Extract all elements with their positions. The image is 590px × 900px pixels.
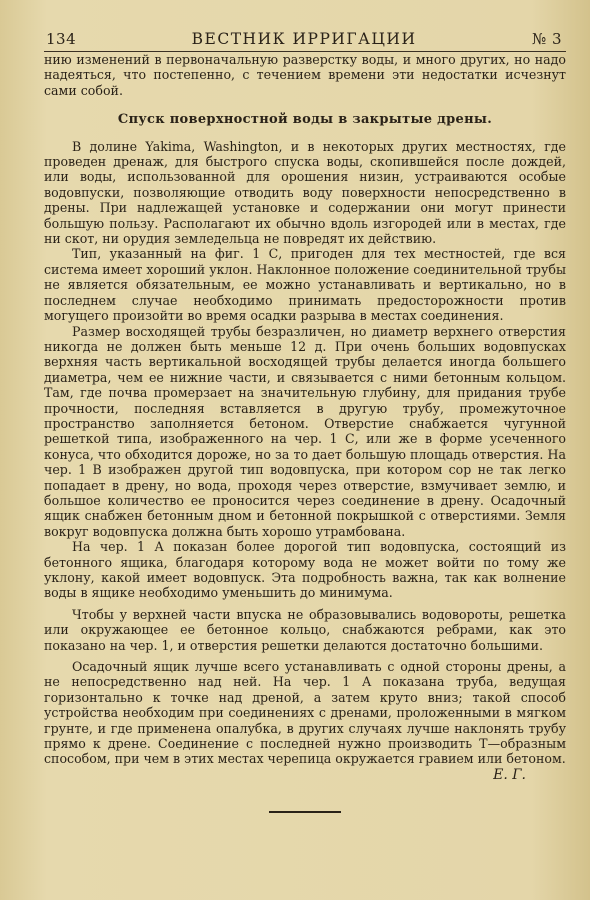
- paragraph-5: Чтобы у верхней части впуска не образовывались водовороты, решетка или окружающее ее бетонное кольцо, снабжаются ребрами, как это показано на чер. 1, и отверстия решетки делаются достаточно большими.: [44, 606, 566, 653]
- intro-paragraph: нию изменений в первоначальную разверстку воды, и много других, но надо надеяться, что постепенно, с течением времени эти недостатки исчезнут сами собой.: [44, 52, 566, 98]
- page-number: 134: [46, 30, 77, 48]
- paragraph-1: В долине Yakima, Washington, и в некоторых других местностях, где проведен дренаж, для быстрого спуска воды, скопившейся после дождей, или воды, использованной для орошения низин, устраиваются особые водовпуски, позволяющие отводить воду поверхности непосредственно в дрены. При надлежащей установке и содержании они могут принести большую пользу. Располагают их обычно вдоль изгородей или в местах, где ни скот, ни орудия земледельца не повредят их действию.: [44, 138, 566, 247]
- end-rule: [269, 811, 341, 813]
- journal-title: ВЕСТНИК ИРРИГАЦИИ: [191, 30, 417, 48]
- article-title: Спуск поверхностной воды в закрытые дрены.: [117, 112, 493, 128]
- paragraph-4: На чер. 1 А показан более дорогой тип водовпуска, состоящий из бетонного ящика, благодаря которому вода не может войти по тому же уклону, какой имеет водовпуск. Эта подробность важна, так как волнение воды в ящике необходимо уменьшить до минимума.: [44, 539, 566, 601]
- paragraph-6: Осадочный ящик лучше всего устанавливать с одной стороны дрены, а не непосредственно над ней. На чер. 1 А показана труба, ведущая горизонтально к точке над дреной, а затем круто вниз; такой способ устройства необходим при соединениях с дренами, проложенными в мягком грунте, и где применена опалубка, в других случаях лучше наклонять трубу прямо к дрене. Соединение с последней нужно производить Т—образным способом, при чем в этих местах черепица окружается гравием или бетоном.: [44, 659, 566, 767]
- paragraph-2: Тип, указанный на фиг. 1 С, пригоден для тех местностей, где вся система имеет хороший уклон. Наклонное положение соединительной трубы не является обязательным, ее можно устанавливать и вертикально, но в последнем случае необходимо принимать предосторожности против могущего произойти во время осадки разрыва в местах соединения.: [44, 246, 566, 324]
- issue-number: № 3: [531, 30, 562, 48]
- running-header: [44, 30, 566, 52]
- paragraph-3: Размер восходящей трубы безразличен, но диаметр верхнего отверстия никогда не должен быть меньше 12 д. При очень больших водовпусках верхняя часть вертикальной восходящей трубы делается иногда большего диаметра, чем ее нижние части, и связывается с ними бетонным кольцом. Там, где почва промерзает на значительную глубину, для придания трубе прочности, последняя вставляется в другую трубу, промежуточное пространство заполняется бетоном. Отверстие снабжается чугунной решеткой типа, изображенного на чер. 1 С, или же в форме усеченного конуса, что обходится дороже, но за то дает большую площадь отверстия. На чер. 1 В изображен другой тип водовпуска, при котором сор не так легко попадает в дрену, но вода, проходя через отверстие, взмучивает землю, и большое количество ее проносится через соединение в дрену. Осадочный ящик снабжен бетонным дном и бетонной покрышкой с отверстиями. Земля вокруг водовпуска должна быть хорошо утрамбована.: [44, 323, 566, 539]
- author-signature: Е. Г.: [493, 766, 526, 783]
- body-text: [44, 52, 566, 783]
